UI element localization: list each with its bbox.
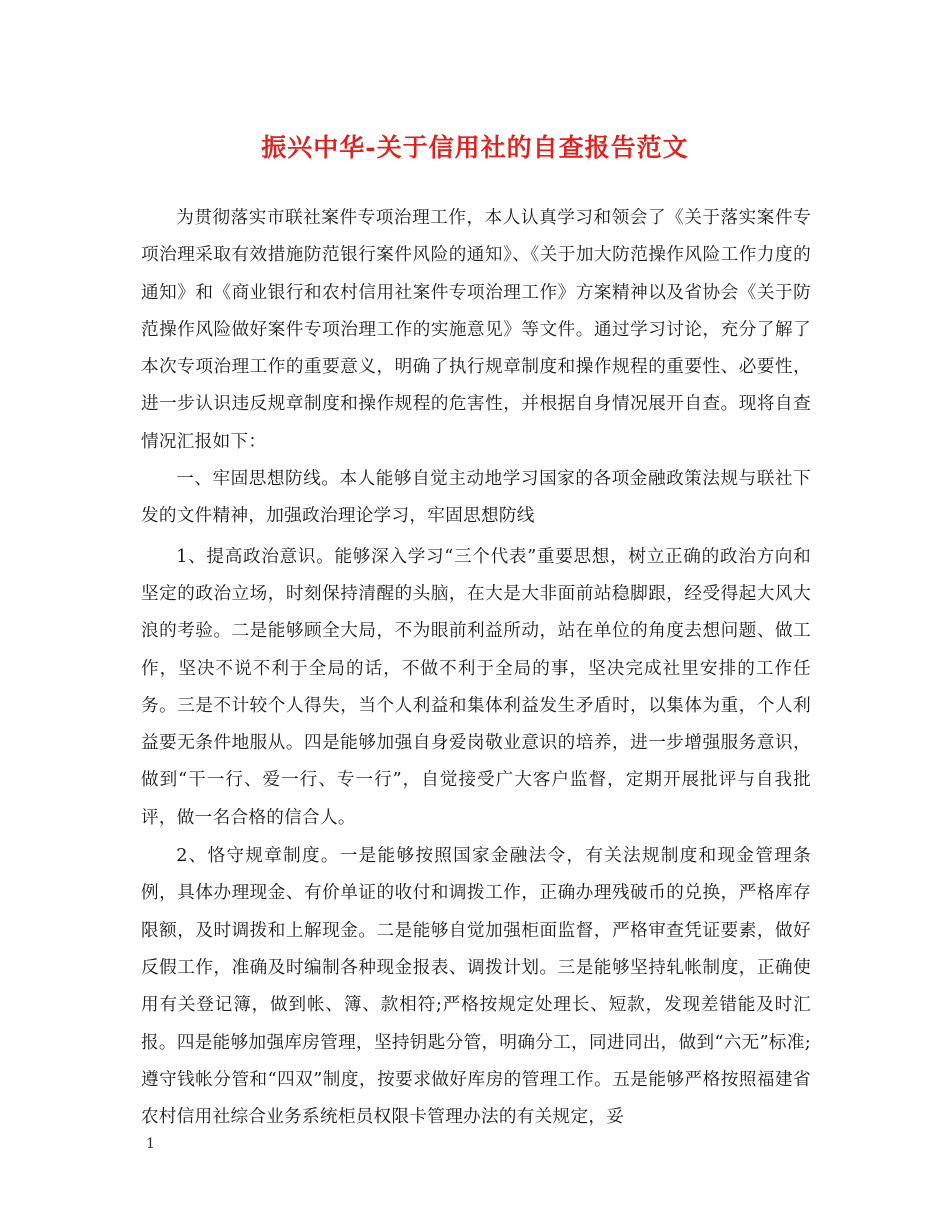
paragraph-item-1: 1、提高政治意识。能够深入学习“三个代表”重要思想，树立正确的政治方向和坚定的政治立场，时刻保持清醒的头脑，在大是大非面前站稳脚跟，经受得起大风大浪的考验。二是能够顾全大局，不为眼前利益所动，站在单位的角度去想问题、做工作，坚决不说不利于全局的话，不做不利于全局的事，坚决完成社里安排的工作任务。三是不计较个人得失，当个人利益和集体利益发生矛盾时，以集体为重，个人利益要无条件地服从。四是能够加强自身爱岗敬业意识的培养，进一步增强服务意识，做到“干一行、爱一行、专一行”，自觉接受广大客户监督，定期开展批评与自我批评，做一名合格的信合人。	[141, 546, 811, 828]
page-number: 1	[146, 1136, 155, 1152]
document-title: 振兴中华-关于信用社的自查报告范文	[261, 133, 689, 162]
paragraph-section-1: 一、牢固思想防线。本人能够自觉主动地学习国家的各项金融政策法规与联社下发的文件精神，加强政治理论学习，牢固思想防线	[141, 469, 811, 527]
document-body	[141, 200, 811, 1136]
paragraph-intro: 为贯彻落实市联社案件专项治理工作，本人认真学习和领会了《关于落实案件专项治理采取有效措施防范银行案件风险的通知》、《关于加大防范操作风险工作力度的通知》和《商业银行和农村信用社案件专项治理工作》方案精神以及省协会《关于防范操作风险做好案件专项治理工作的实施意见》等文件。通过学习讨论，充分了解了本次专项治理工作的重要意义，明确了执行规章制度和操作规程的重要性、必要性，进一步认识违反规章制度和操作规程的危害性，并根据自身情况展开自查。现将自查情况汇报如下：	[141, 208, 811, 452]
paragraph-item-2: 2、恪守规章制度。一是能够按照国家金融法令，有关法规制度和现金管理条例，具体办理现金、有价单证的收付和调拨工作，正确办理残破币的兑换，严格库存限额，及时调拨和上解现金。二是能够自觉加强柜面监督，严格审查凭证要素，做好反假工作，准确及时编制各种现金报表、调拨计划。三是能够坚持轧帐制度，正确使用有关登记簿，做到帐、簿、款相符;严格按规定处理长、短款，发现差错能及时汇报。四是能够加强库房管理，坚持钥匙分管，明确分工，同进同出，做到“六无”标准;遵守钱帐分管和“四双”制度，按要求做好库房的管理工作。五是能够严格按照福建省农村信用社综合业务系统柜员权限卡管理办法的有关规定，妥	[141, 846, 811, 1128]
